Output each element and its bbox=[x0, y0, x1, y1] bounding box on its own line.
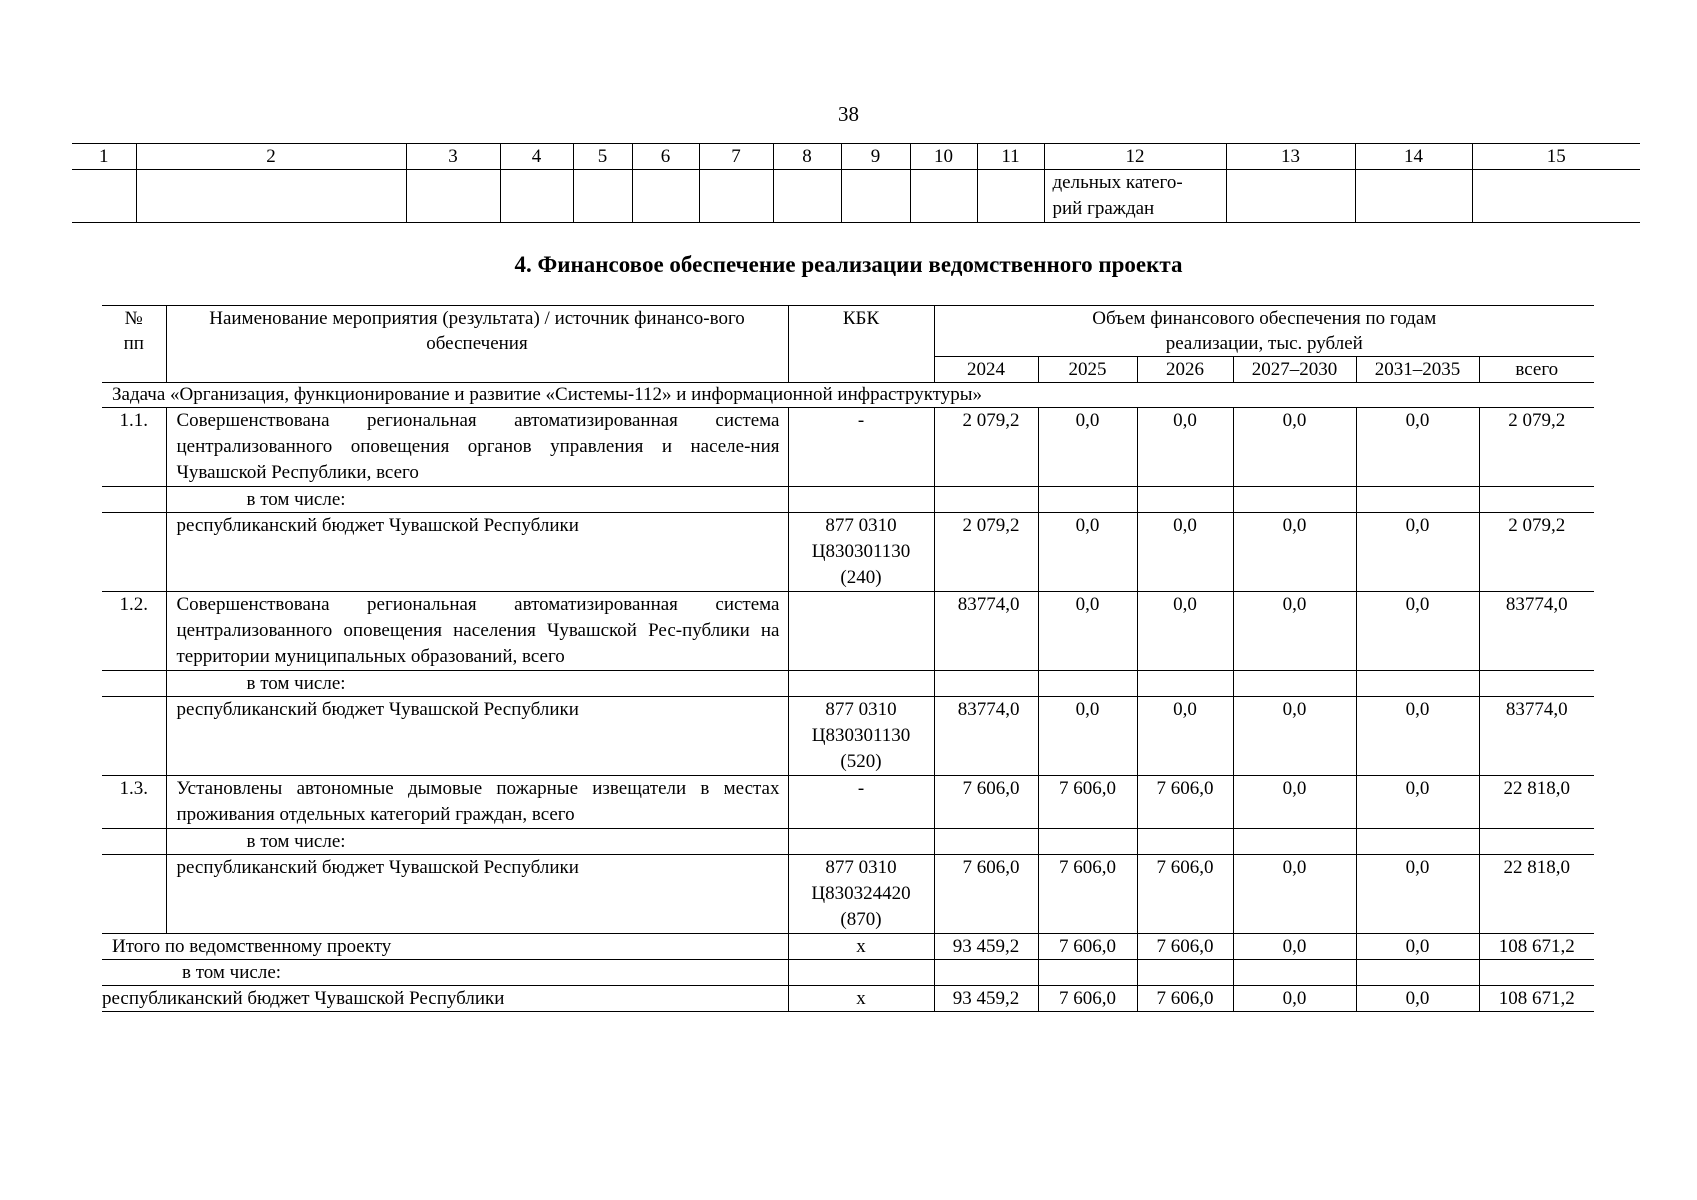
empty-cell bbox=[1356, 960, 1479, 986]
value-cell: 0,0 bbox=[1233, 855, 1356, 934]
value-cell: 7 606,0 bbox=[1137, 934, 1233, 960]
value-cell: 0,0 bbox=[1356, 855, 1479, 934]
empty-cell bbox=[500, 170, 573, 223]
value-cell: 22 818,0 bbox=[1479, 776, 1594, 829]
sub-name: республиканский бюджет Чувашской Республики bbox=[166, 855, 788, 934]
empty-cell bbox=[788, 671, 934, 697]
item-row bbox=[102, 776, 1594, 829]
empty-cell bbox=[102, 513, 166, 592]
value-cell: 0,0 bbox=[1137, 592, 1233, 671]
empty-cell bbox=[788, 960, 934, 986]
item-name: Установлены автономные дымовые пожарные извещатели в местах проживания отдельных категорий граждан, всего bbox=[166, 776, 788, 829]
item-kbk bbox=[788, 592, 934, 671]
sub-name: республиканский бюджет Чувашской Республики bbox=[166, 697, 788, 776]
sub-name: республиканский бюджет Чувашской Республики bbox=[166, 513, 788, 592]
value-cell: 7 606,0 bbox=[1038, 776, 1137, 829]
col-number-cell: 8 bbox=[773, 144, 841, 170]
value-cell: 7 606,0 bbox=[1038, 986, 1137, 1012]
col-number-cell: 9 bbox=[841, 144, 910, 170]
including-label: в том числе: bbox=[102, 960, 788, 986]
col-number-cell: 15 bbox=[1472, 144, 1640, 170]
col-number-cell: 2 bbox=[136, 144, 406, 170]
col-number-cell: 11 bbox=[977, 144, 1044, 170]
header-year: 2026 bbox=[1137, 357, 1233, 383]
empty-cell bbox=[1038, 829, 1137, 855]
empty-cell bbox=[1038, 671, 1137, 697]
page-number: 38 bbox=[838, 102, 859, 126]
col-number-cell: 3 bbox=[406, 144, 500, 170]
value-cell: 7 606,0 bbox=[934, 855, 1038, 934]
empty-cell bbox=[1356, 487, 1479, 513]
section-title: 4. Финансовое обеспечение реализации ведомственного проекта bbox=[514, 252, 1183, 277]
empty-cell bbox=[934, 960, 1038, 986]
value-cell: 0,0 bbox=[1038, 408, 1137, 487]
col-number-cell: 5 bbox=[573, 144, 632, 170]
value-cell: 7 606,0 bbox=[1137, 986, 1233, 1012]
empty-cell bbox=[1233, 671, 1356, 697]
including-row bbox=[102, 671, 1594, 697]
empty-cell bbox=[788, 487, 934, 513]
empty-cell bbox=[136, 170, 406, 223]
including-label: в том числе: bbox=[166, 829, 788, 855]
empty-cell bbox=[1137, 487, 1233, 513]
total-label: Итого по ведомственному проекту bbox=[102, 934, 788, 960]
empty-cell bbox=[1233, 960, 1356, 986]
empty-cell bbox=[406, 170, 500, 223]
value-cell: 108 671,2 bbox=[1479, 934, 1594, 960]
sub-row bbox=[102, 513, 1594, 592]
value-cell: 0,0 bbox=[1038, 513, 1137, 592]
col-number-cell: 6 bbox=[632, 144, 699, 170]
empty-cell bbox=[788, 829, 934, 855]
total-sub-row bbox=[102, 986, 1594, 1012]
value-cell: 0,0 bbox=[1233, 776, 1356, 829]
continuation-body-row bbox=[72, 170, 1640, 223]
value-cell: 0,0 bbox=[1356, 408, 1479, 487]
continuation-text-line: рий граждан bbox=[1052, 198, 1155, 219]
value-cell: 0,0 bbox=[1356, 776, 1479, 829]
empty-cell bbox=[1472, 170, 1640, 223]
header-kbk: КБК bbox=[788, 306, 934, 383]
value-cell: 0,0 bbox=[1233, 697, 1356, 776]
header-year-total: всего bbox=[1479, 357, 1594, 383]
empty-cell bbox=[102, 671, 166, 697]
including-row bbox=[102, 829, 1594, 855]
empty-cell bbox=[841, 170, 910, 223]
empty-cell bbox=[1479, 487, 1594, 513]
item-name: Совершенствована региональная автоматизированная система централизованного оповещения органов управления и населе-ния Чувашской Республики, всего bbox=[166, 408, 788, 487]
item-kbk: - bbox=[788, 408, 934, 487]
empty-cell bbox=[934, 671, 1038, 697]
header-num: № пп bbox=[102, 306, 166, 383]
col-number-cell: 14 bbox=[1355, 144, 1472, 170]
value-cell: 0,0 bbox=[1137, 513, 1233, 592]
empty-cell bbox=[102, 697, 166, 776]
col-number-cell: 1 bbox=[72, 144, 136, 170]
value-cell: 83774,0 bbox=[934, 697, 1038, 776]
empty-cell bbox=[102, 855, 166, 934]
continuation-header-row bbox=[72, 144, 1640, 170]
finance-table bbox=[102, 305, 1594, 1012]
empty-cell bbox=[773, 170, 841, 223]
item-num: 1.2. bbox=[102, 592, 166, 671]
value-cell: 93 459,2 bbox=[934, 934, 1038, 960]
col-number-cell: 13 bbox=[1226, 144, 1355, 170]
value-cell: 0,0 bbox=[1233, 986, 1356, 1012]
value-cell: 0,0 bbox=[1233, 592, 1356, 671]
total-row bbox=[102, 934, 1594, 960]
value-cell: 83774,0 bbox=[934, 592, 1038, 671]
value-cell: 2 079,2 bbox=[934, 513, 1038, 592]
header-year: 2027–2030 bbox=[1233, 357, 1356, 383]
col-number-cell: 7 bbox=[699, 144, 773, 170]
empty-cell bbox=[1137, 671, 1233, 697]
total-including-row bbox=[102, 960, 1594, 986]
including-label: в том числе: bbox=[166, 671, 788, 697]
value-cell: 93 459,2 bbox=[934, 986, 1038, 1012]
value-cell: 0,0 bbox=[1233, 934, 1356, 960]
value-cell: 0,0 bbox=[1356, 697, 1479, 776]
empty-cell bbox=[1226, 170, 1355, 223]
value-cell: 7 606,0 bbox=[934, 776, 1038, 829]
header-year: 2024 bbox=[934, 357, 1038, 383]
value-cell: 0,0 bbox=[1233, 408, 1356, 487]
sub-row bbox=[102, 855, 1594, 934]
continuation-text-cell bbox=[1044, 170, 1226, 223]
item-row bbox=[102, 408, 1594, 487]
value-cell: 7 606,0 bbox=[1137, 855, 1233, 934]
empty-cell bbox=[977, 170, 1044, 223]
total-kbk: х bbox=[788, 934, 934, 960]
value-cell: 0,0 bbox=[1137, 697, 1233, 776]
value-cell: 0,0 bbox=[1137, 408, 1233, 487]
value-cell: 2 079,2 bbox=[934, 408, 1038, 487]
item-num: 1.1. bbox=[102, 408, 166, 487]
value-cell: 83774,0 bbox=[1479, 592, 1594, 671]
sub-row bbox=[102, 697, 1594, 776]
item-num: 1.3. bbox=[102, 776, 166, 829]
value-cell: 0,0 bbox=[1233, 513, 1356, 592]
empty-cell bbox=[1356, 671, 1479, 697]
value-cell: 0,0 bbox=[1356, 934, 1479, 960]
empty-cell bbox=[1038, 487, 1137, 513]
empty-cell bbox=[934, 829, 1038, 855]
item-kbk: - bbox=[788, 776, 934, 829]
value-cell: 2 079,2 bbox=[1479, 408, 1594, 487]
value-cell: 0,0 bbox=[1356, 592, 1479, 671]
empty-cell bbox=[1479, 960, 1594, 986]
empty-cell bbox=[1233, 829, 1356, 855]
including-label: в том числе: bbox=[166, 487, 788, 513]
sub-kbk: 877 0310 Ц830301130 (240) bbox=[788, 513, 934, 592]
value-cell: 0,0 bbox=[1356, 986, 1479, 1012]
empty-cell bbox=[699, 170, 773, 223]
empty-cell bbox=[1355, 170, 1472, 223]
empty-cell bbox=[573, 170, 632, 223]
value-cell: 0,0 bbox=[1038, 697, 1137, 776]
continuation-text-line: дельных катего- bbox=[1052, 172, 1183, 193]
header-year: 2031–2035 bbox=[1356, 357, 1479, 383]
item-name: Совершенствована региональная автоматизированная система централизованного оповещения населения Чувашской Рес-публики на территории муниципальных образований, всего bbox=[166, 592, 788, 671]
value-cell: 7 606,0 bbox=[1038, 855, 1137, 934]
header-volume: Объем финансового обеспечения по годам реализации, тыс. рублей bbox=[934, 306, 1594, 357]
empty-cell bbox=[1137, 960, 1233, 986]
empty-cell bbox=[1233, 487, 1356, 513]
empty-cell bbox=[1038, 960, 1137, 986]
col-number-cell: 12 bbox=[1044, 144, 1226, 170]
task-label: Задача «Организация, функционирование и развитие «Системы-112» и информационной инфраструктуры» bbox=[102, 383, 1594, 408]
value-cell: 108 671,2 bbox=[1479, 986, 1594, 1012]
empty-cell bbox=[1137, 829, 1233, 855]
task-row bbox=[102, 383, 1594, 408]
empty-cell bbox=[934, 487, 1038, 513]
header-name: Наименование мероприятия (результата) / источник финансо-вого обеспечения bbox=[166, 306, 788, 383]
value-cell: 83774,0 bbox=[1479, 697, 1594, 776]
value-cell: 0,0 bbox=[1038, 592, 1137, 671]
col-number-cell: 4 bbox=[500, 144, 573, 170]
item-row bbox=[102, 592, 1594, 671]
value-cell: 7 606,0 bbox=[1038, 934, 1137, 960]
total-sub-kbk: х bbox=[788, 986, 934, 1012]
value-cell: 7 606,0 bbox=[1137, 776, 1233, 829]
sub-kbk: 877 0310 Ц830324420 (870) bbox=[788, 855, 934, 934]
empty-cell bbox=[632, 170, 699, 223]
empty-cell bbox=[102, 487, 166, 513]
empty-cell bbox=[1356, 829, 1479, 855]
empty-cell bbox=[1479, 829, 1594, 855]
value-cell: 0,0 bbox=[1356, 513, 1479, 592]
value-cell: 2 079,2 bbox=[1479, 513, 1594, 592]
empty-cell bbox=[72, 170, 136, 223]
header-year: 2025 bbox=[1038, 357, 1137, 383]
col-number-cell: 10 bbox=[910, 144, 977, 170]
total-sub-label: республиканский бюджет Чувашской Республики bbox=[102, 986, 788, 1012]
value-cell: 22 818,0 bbox=[1479, 855, 1594, 934]
empty-cell bbox=[910, 170, 977, 223]
continuation-table bbox=[72, 143, 1640, 223]
including-row bbox=[102, 487, 1594, 513]
empty-cell bbox=[1479, 671, 1594, 697]
empty-cell bbox=[102, 829, 166, 855]
header-row bbox=[102, 306, 1594, 357]
sub-kbk: 877 0310 Ц830301130 (520) bbox=[788, 697, 934, 776]
